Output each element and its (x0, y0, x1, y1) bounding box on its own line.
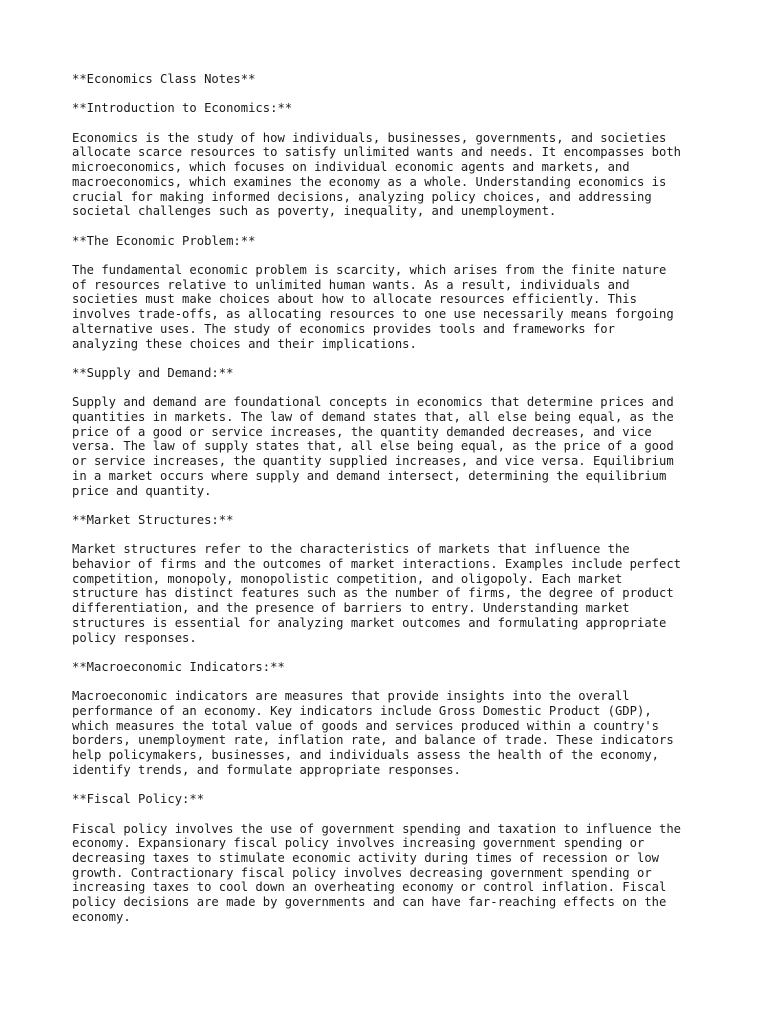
section-fiscal-policy (72, 792, 708, 924)
section-introduction (72, 101, 708, 219)
section-body: Market structures refer to the characteristics of markets that influence the behavior of firms and the outcomes of market interactions. Examples include perfect competition, monopoly, monopolistic competition, and oligopoly. Each market structure has distinct features such as the number of firms, the degree of product differentiation, and the presence of barriers to entry. Understanding market structures is essential for analyzing market outcomes and formulating appropriate policy responses. (72, 542, 682, 645)
section-heading: **Fiscal Policy:** (72, 792, 205, 807)
section-economic-problem (72, 234, 708, 352)
section-body: Economics is the study of how individuals, businesses, governments, and societies allocate scarce resources to satisfy unlimited wants and needs. It encompasses both microeconomics, which focuses on individual economic agents and markets, and macroeconomics, which examines the economy as a whole. Understanding economics is crucial for making informed decisions, analyzing policy choices, and addressing societal challenges such as poverty, inequality, and unemployment. (72, 130, 682, 219)
section-body: Fiscal policy involves the use of government spending and taxation to influence the economy. Expansionary fiscal policy involves increasing government spending or decreasing taxes to stimulate economic activity during times of recession or low growth. Contractionary fiscal policy involves decreasing government spending or increasing taxes to cool down an overheating economy or control inflation. Fiscal policy decisions are made by governments and can have far-reaching effects on the economy. (72, 821, 682, 924)
section-market-structures (72, 513, 708, 645)
section-heading: **Market Structures:** (72, 512, 234, 527)
section-heading: **Supply and Demand:** (72, 365, 234, 380)
document-title: **Economics Class Notes** (72, 72, 256, 86)
section-heading: **The Economic Problem:** (72, 233, 256, 248)
section-body: The fundamental economic problem is scarcity, which arises from the finite nature of resources relative to unlimited human wants. As a result, individuals and societies must make choices about how to allocate resources efficiently. This involves trade-offs, as allocating resources to one use necessarily means forgoing alternative uses. The study of economics provides tools and frameworks for analyzing these choices and their implications. (72, 263, 674, 351)
section-macroeconomic-indicators (72, 660, 708, 778)
section-heading: **Introduction to Economics:** (72, 101, 293, 116)
section-heading: **Macroeconomic Indicators:** (72, 659, 285, 674)
section-supply-demand (72, 366, 708, 498)
section-body: Macroeconomic indicators are measures that provide insights into the overall performance of an economy. Key indicators include Gross Domestic Product (GDP), which measures the total value of goods and services produced within a country's borders, unemployment rate, inflation rate, and balance of trade. These indicators help policymakers, businesses, and individuals assess the health of the economy, identify trends, and formulate appropriate responses. (72, 689, 674, 777)
section-body: Supply and demand are foundational concepts in economics that determine prices and quantities in markets. The law of demand states that, all else being equal, as the price of a good or service increases, the quantity demanded decreases, and vice versa. The law of supply states that, all else being equal, as the price of a good or service increases, the quantity supplied increases, and vice versa. Equilibrium in a market occurs where supply and demand intersect, determining the equilibrium price and quantity. (72, 395, 674, 498)
